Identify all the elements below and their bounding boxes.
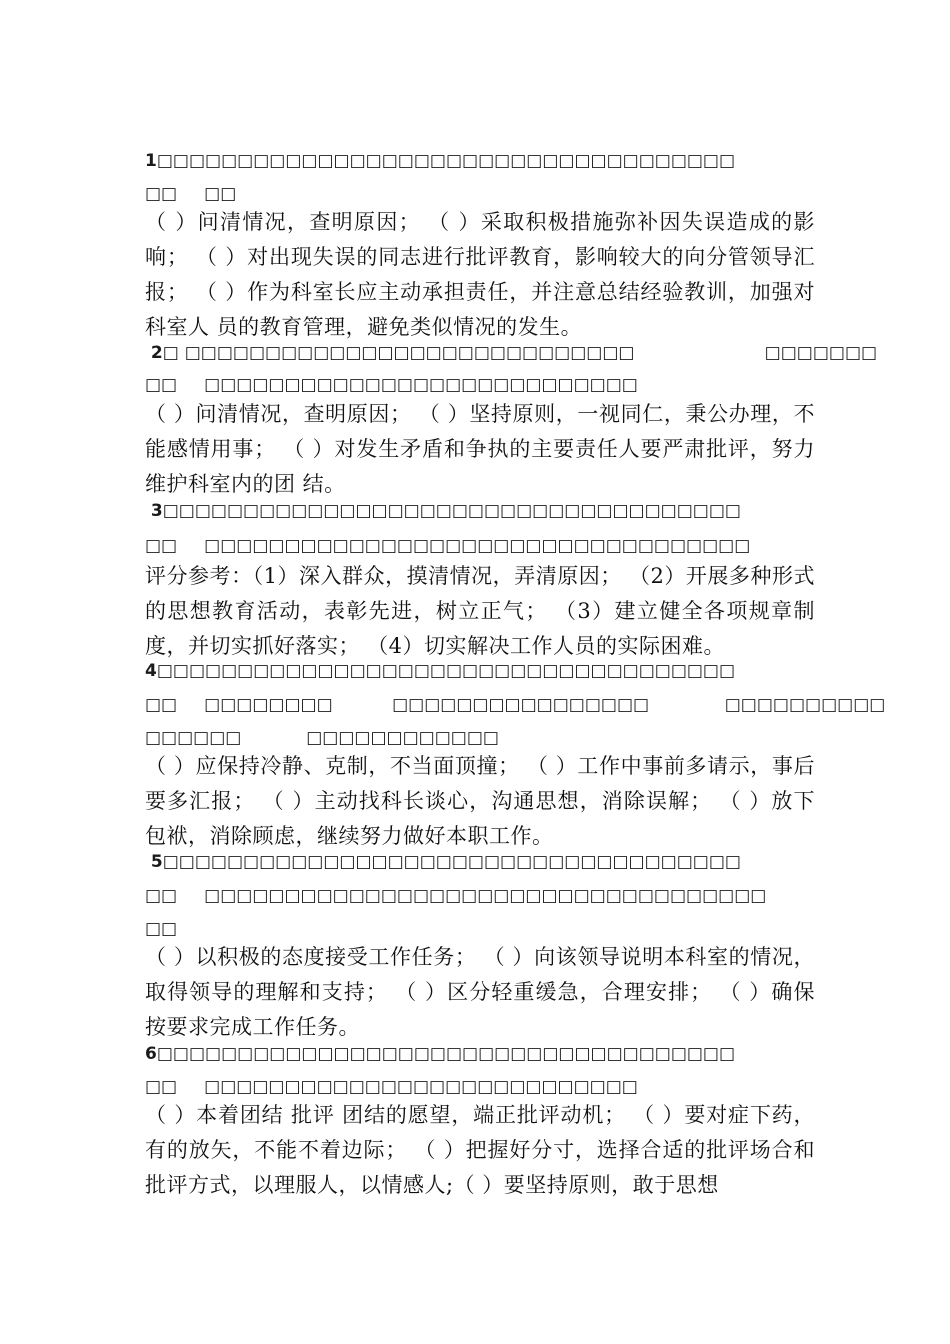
question-1-answer: （ ）问清情况，查明原因； （ ）采取积极措施弥补因失误造成的影响； （ ）对出现失误的同志进行批评教育，影响较大的向分管领导汇报； （ ）作为科室长应主动承担责任，并注意总结经验教训，加强对科室人 员的教育管理，避免类似情况的发生。 (145, 210, 815, 339)
question-5-subline-2: □□ (145, 919, 178, 939)
question-3-subline: □□ □□□□□□□□□□□□□□□□□□□□□□□□□□□□□□□□□□ (145, 536, 751, 556)
question-3-answer: 评分参考：（1）深入群众，摸清情况，弄清原因； （2）开展多种形式的思想教育活动，表彰先进，树立正气； （3）建立健全各项规章制度，并切实抓好落实； （4）切实解决工作人员的实际困难。 (145, 564, 815, 658)
question-5-heading: 5□□□□□□□□□□□□□□□□□□□□□□□□□□□□□□□□□□□□ (145, 852, 741, 872)
question-6-heading: 6□□□□□□□□□□□□□□□□□□□□□□□□□□□□□□□□□□□□ (145, 1044, 736, 1064)
question-4-heading: 4□□□□□□□□□□□□□□□□□□□□□□□□□□□□□□□□□□□□ (145, 661, 736, 681)
question-2-subline: □□ □□□□□□□□□□□□□□□□□□□□□□□□□□□ (145, 375, 638, 395)
question-4-subline-2: □□□□□□ □□□□□□□□□□□□ (145, 728, 499, 748)
question-5-answer: （ ）以积极的态度接受工作任务； （ ）向该领导说明本科室的情况，取得领导的理解和支持； （ ）区分轻重缓急，合理安排； （ ）确保按要求完成工作任务。 (145, 945, 815, 1039)
question-4-subline-1: □□ □□□□□□□□ □□□□□□□□□□□□□□□□ □□□□□□□□□□ (145, 695, 886, 715)
question-6-subline: □□ □□□□□□□□□□□□□□□□□□□□□□□□□□□ (145, 1077, 638, 1097)
question-6-answer: （ ）本着团结 批评 团结的愿望，端正批评动机； （ ）要对症下药，有的放矢，不能不着边际； （ ）把握好分寸，选择合适的批评场合和批评方式，以理服人，以情感人;（ ）要坚持原则，敢于思想 (145, 1103, 815, 1197)
question-2-answer: （ ）问清情况，查明原因； （ ）坚持原则，一视同仁，秉公办理，不能感情用事； （ ）对发生矛盾和争执的主要责任人要严肃批评，努力维护科室内的团 结。 (145, 402, 815, 496)
question-1-subline: □□ □□ (145, 184, 237, 204)
question-4-answer: （ ）应保持冷静、克制，不当面顶撞； （ ）工作中事前多请示，事后要多汇报； （ ）主动找科长谈心，沟通思想，消除误解； （ ）放下包袱，消除顾虑，继续努力做好本职工作。 (145, 754, 815, 848)
question-3-heading: 3□□□□□□□□□□□□□□□□□□□□□□□□□□□□□□□□□□□□ (145, 501, 741, 521)
question-1-heading: 1□□□□□□□□□□□□□□□□□□□□□□□□□□□□□□□□□□□□ (145, 151, 736, 171)
question-2-heading: 2□ □□□□□□□□□□□□□□□□□□□□□□□□□□□□ □□□□□□□ (145, 343, 878, 363)
question-5-subline-1: □□ □□□□□□□□□□□□□□□□□□□□□□□□□□□□□□□□□□□ (145, 886, 767, 906)
